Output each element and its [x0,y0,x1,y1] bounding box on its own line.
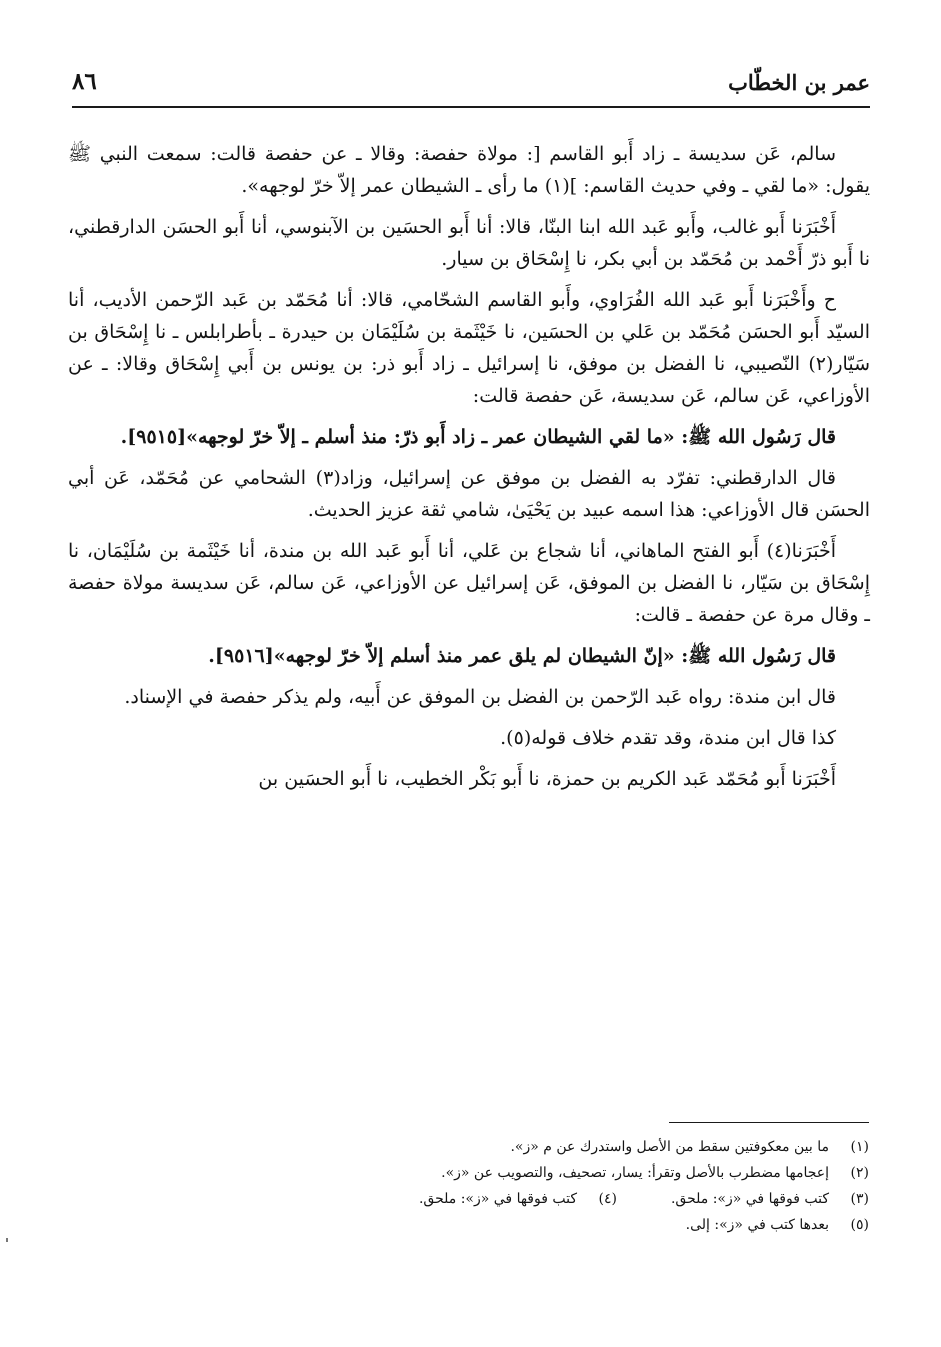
paragraph: أَخْبَرَنا أَبو مُحَمّد عَبد الكريم بن حمزة، نا أَبو بَكْر الخطيب، نا أَبو الحسَين بن [258,768,836,790]
footnote-number: (١) [850,1139,869,1155]
footnote-number: (٢) [850,1165,869,1181]
hadith-paragraph: قال رَسُول الله ﷺ: «إنّ الشيطان لم يلق عمر منذ أسلم إلاّ خرّ لوجهه»[٩٥١٦]. [208,645,836,667]
page-header [72,66,870,108]
footnote-item [617,1186,869,1212]
main-text [68,138,870,804]
paragraph: قال ابن مندة: رواه عَبد الرّحمن بن الفضل بن الموفق عن أَبيه، ولم يذكر حفصة في الإسناد. [124,686,836,708]
footnote-item [419,1186,617,1212]
footnote-item [71,1160,869,1186]
footnote-number: (٥) [850,1217,869,1233]
paragraph: أَخْبَرَنا أَبو غالب، وأَبو عَبد الله ابنا البنّا، قالا: أنا أَبو الحسَين بن الآبنوسي، أنا أَبو الحسَن الدارقطني، نا أَبو ذرّ أَحْمد بن مُحَمّد بن أبي بكر، نا إِسْحَاق بن سيار. [68,216,870,270]
footnote-item [71,1134,869,1160]
paragraph: سالم، عَن سديسة ـ زاد أَبو القاسم [: مولاة حفصة: وقالا ـ عن حفصة قالت: سمعت النبي ﷺ يقول: «ما لقي ـ وفي حديث القاسم: ](١) ما رأى ـ الشيطان عمر إلاّ خرّ لوجهه». [68,143,870,197]
footnote-text: كتب فوقها في «ز»: ملحق. [418,1191,577,1207]
footnotes [71,1134,869,1238]
footnote-text: إعجامها مضطرب بالأصل وتقرأ: يسار، تصحيف، والتصويب عن «ز». [441,1165,829,1181]
scan-artifact [6,1238,8,1242]
paragraph: أَخْبَرَنا(٤) أَبو الفتح الماهاني، أنا شجاع بن عَلي، أنا أَبو عَبد الله بن مندة، أنا خَيْثَمة بن سُلَيْمَان، نا إِسْحَاق بن سَيّار، نا الفضل بن الموفق، عَن إسرائيل عن الأوزاعي، عَن سالم، عَن سديسة مولاة حفصة ـ وقال مرة عن حفصة ـ قالت: [68,540,870,626]
footnote-number: (٣) [850,1191,869,1207]
footnote-item [71,1212,869,1238]
hadith-paragraph: قال رَسُول الله ﷺ: «ما لقي الشيطان عمر ـ زاد أَبو ذرّ: منذ أسلم ـ إلاّ خرّ لوجهه»[٩٥١٥]. [120,426,836,448]
footnote-row-double [71,1186,869,1212]
paragraph: ح وأَخْبَرَنا أَبو عَبد الله الفُرَاوي، وأَبو القاسم الشحّامي، قالا: أنا مُحَمّد بن عَبد الرّحمن الأديب، أنا السيّد أَبو الحسَن مُحَمّد بن عَلي بن الحسَين، نا خَيْثَمة بن سُلَيْمَان بن حيدرة ـ بأطرابلس ـ نا إِسْحَاق بن سَيّار(٢) النّصيبي، نا الفضل بن موفق، نا إسرائيل ـ زاد أَبو ذر: بن يونس بن أَبي إِسْحَاق وقالا: ـ عن الأوزاعي، عَن سالم، عَن سديسة، عَن حفصة قالت: [68,289,870,407]
footnote-number: (٤) [598,1191,617,1207]
footnote-divider [669,1122,869,1123]
running-title: عمر بن الخطّاب [728,70,870,95]
paragraph: كذا قال ابن مندة، وقد تقدم خلاف قوله(٥). [500,727,836,749]
paragraph: قال الدارقطني: تفرّد به الفضل بن موفق عن إسرائيل، وزاد(٣) الشحامي عن مُحَمّد، عَن أبي الحسَن قال الأوزاعي: هذا اسمه عبيد بن يَحْيَىٰ، شامي ثقة عزيز الحديث. [68,467,870,521]
page-number: ٨٦ [72,68,97,95]
footnote-text: ما بين معكوفتين سقط من الأصل واستدرك عن م «ز». [510,1139,829,1155]
footnote-text: بعدها كتب في «ز»: إلى. [685,1217,829,1233]
footnote-text: كتب فوقها في «ز»: ملحق. [670,1191,829,1207]
